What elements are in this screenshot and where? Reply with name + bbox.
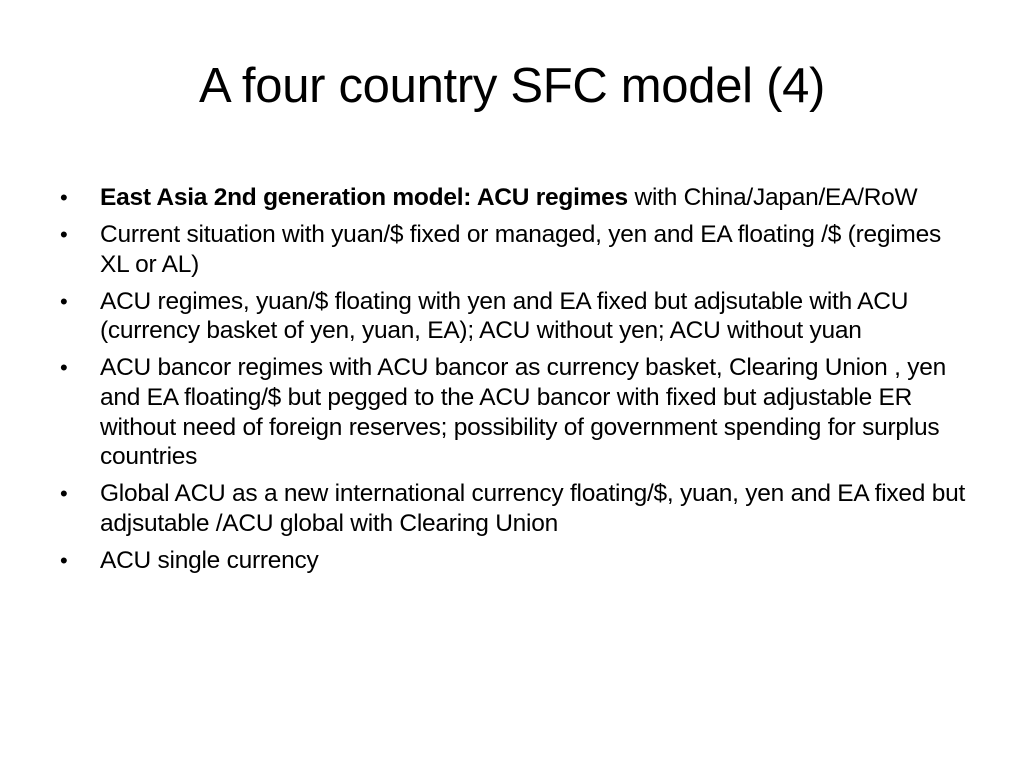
bullet-text: ACU regimes, yuan/$ floating with yen and EA fixed but adjsutable with ACU (currency basket of yen, yuan, EA); ACU without yen; ACU without yuan	[100, 287, 909, 345]
bullet-marker: •	[60, 288, 68, 314]
bullet-text: with China/Japan/EA/RoW	[627, 184, 918, 211]
bullet-list	[58, 183, 974, 583]
bullet-bold-lead: East Asia 2nd generation model: ACU regimes	[100, 184, 628, 211]
bullet-item-3	[58, 287, 974, 346]
bullet-item-6	[58, 546, 974, 576]
bullet-text: Current situation with yuan/$ fixed or managed, yen and EA floating /$ (regimes XL or AL)	[100, 221, 941, 278]
bullet-text: ACU single currency	[100, 547, 319, 575]
bullet-marker: •	[60, 185, 68, 210]
bullet-item-4	[58, 353, 974, 471]
bullet-item-1	[58, 183, 974, 213]
bullet-marker: •	[60, 222, 68, 248]
bullet-item-2	[58, 220, 974, 279]
bullet-marker: •	[60, 355, 68, 381]
bullet-item-5	[58, 479, 974, 538]
bullet-text: Global ACU as a new international currency floating/$, yuan, yen and EA fixed but adjsutable /ACU global with Clearing Union	[100, 480, 966, 537]
bullet-text: ACU bancor regimes with ACU bancor as currency basket, Clearing Union , yen and EA floating/$ but pegged to the ACU bancor with fixed but adjustable ER without need of foreign reserves; possibility of government spending for surplus countries	[100, 354, 946, 471]
slide-title: A four country SFC model (4)	[198, 59, 826, 113]
bullet-marker: •	[60, 481, 68, 507]
bullet-marker: •	[60, 548, 68, 574]
